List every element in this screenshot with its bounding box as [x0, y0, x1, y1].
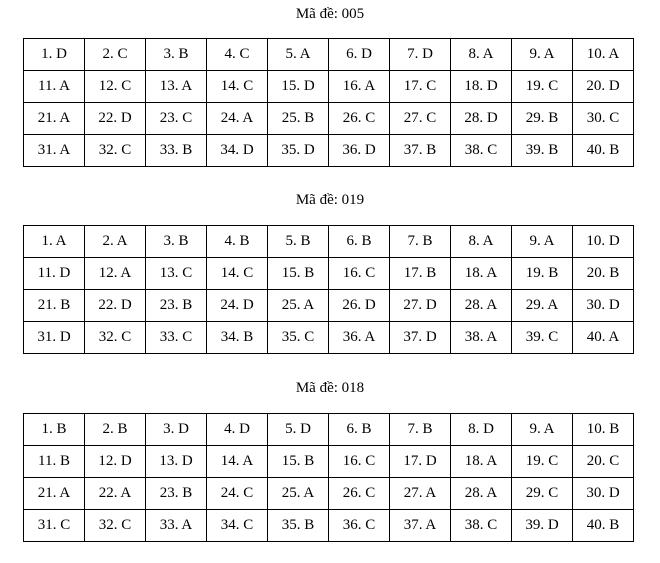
- answer-cell: 7. B: [390, 414, 451, 446]
- answer-cell: 36. A: [329, 322, 390, 354]
- answer-cell: 4. D: [207, 414, 268, 446]
- answer-cell: 11. B: [24, 446, 85, 478]
- answer-cell: 4. B: [207, 226, 268, 258]
- answer-cell: 39. B: [512, 135, 573, 167]
- answer-cell: 9. A: [512, 226, 573, 258]
- answer-cell: 40. A: [573, 322, 634, 354]
- answer-cell: 27. A: [390, 478, 451, 510]
- answer-cell: 37. D: [390, 322, 451, 354]
- table-row: [24, 290, 634, 322]
- answer-cell: 2. B: [85, 414, 146, 446]
- answer-cell: 38. C: [451, 135, 512, 167]
- answer-cell: 34. D: [207, 135, 268, 167]
- answer-table-018: [23, 413, 634, 542]
- answer-cell: 32. C: [85, 135, 146, 167]
- answer-cell: 36. D: [329, 135, 390, 167]
- answer-cell: 31. A: [24, 135, 85, 167]
- answer-cell: 33. C: [146, 322, 207, 354]
- table-row: [24, 322, 634, 354]
- answer-cell: 39. D: [512, 510, 573, 542]
- table-row: [24, 135, 634, 167]
- answer-cell: 25. A: [268, 478, 329, 510]
- answer-cell: 10. B: [573, 414, 634, 446]
- answer-cell: 15. D: [268, 71, 329, 103]
- answer-cell: 13. A: [146, 71, 207, 103]
- answer-cell: 31. D: [24, 322, 85, 354]
- answer-cell: 11. A: [24, 71, 85, 103]
- table-row: [24, 258, 634, 290]
- answer-cell: 19. B: [512, 258, 573, 290]
- answer-cell: 6. B: [329, 414, 390, 446]
- answer-cell: 33. B: [146, 135, 207, 167]
- answer-cell: 37. B: [390, 135, 451, 167]
- answer-cell: 10. A: [573, 39, 634, 71]
- section-title-019: Mã đề: 019: [295, 192, 365, 208]
- table-row: [24, 446, 634, 478]
- answer-cell: 35. D: [268, 135, 329, 167]
- answer-cell: 20. D: [573, 71, 634, 103]
- answer-cell: 37. A: [390, 510, 451, 542]
- answer-cell: 23. B: [146, 290, 207, 322]
- answer-cell: 20. C: [573, 446, 634, 478]
- answer-cell: 14. A: [207, 446, 268, 478]
- answer-cell: 5. B: [268, 226, 329, 258]
- answer-cell: 16. C: [329, 446, 390, 478]
- answer-cell: 30. D: [573, 290, 634, 322]
- answer-cell: 29. C: [512, 478, 573, 510]
- answer-cell: 3. B: [146, 226, 207, 258]
- answer-cell: 23. C: [146, 103, 207, 135]
- answer-cell: 28. A: [451, 478, 512, 510]
- answer-cell: 22. A: [85, 478, 146, 510]
- answer-cell: 26. D: [329, 290, 390, 322]
- answer-cell: 35. B: [268, 510, 329, 542]
- answer-cell: 21. A: [24, 478, 85, 510]
- answer-cell: 9. A: [512, 414, 573, 446]
- answer-cell: 4. C: [207, 39, 268, 71]
- answer-cell: 27. D: [390, 290, 451, 322]
- answer-cell: 21. A: [24, 103, 85, 135]
- answer-cell: 2. A: [85, 226, 146, 258]
- answer-cell: 6. D: [329, 39, 390, 71]
- answer-cell: 27. C: [390, 103, 451, 135]
- answer-cell: 12. A: [85, 258, 146, 290]
- answer-cell: 23. B: [146, 478, 207, 510]
- answer-cell: 12. D: [85, 446, 146, 478]
- answer-cell: 19. C: [512, 71, 573, 103]
- table-row: [24, 39, 634, 71]
- answer-cell: 1. A: [24, 226, 85, 258]
- answer-cell: 11. D: [24, 258, 85, 290]
- table-row: [24, 103, 634, 135]
- answer-cell: 5. A: [268, 39, 329, 71]
- answer-cell: 24. C: [207, 478, 268, 510]
- answer-cell: 18. A: [451, 446, 512, 478]
- answer-cell: 14. C: [207, 258, 268, 290]
- answer-cell: 17. D: [390, 446, 451, 478]
- answer-cell: 40. B: [573, 135, 634, 167]
- table-row: [24, 226, 634, 258]
- answer-cell: 35. C: [268, 322, 329, 354]
- answer-cell: 13. C: [146, 258, 207, 290]
- answer-cell: 34. B: [207, 322, 268, 354]
- section-title-018: Mã đề: 018: [295, 380, 365, 396]
- answer-cell: 17. C: [390, 71, 451, 103]
- answer-cell: 36. C: [329, 510, 390, 542]
- answer-cell: 3. D: [146, 414, 207, 446]
- answer-cell: 30. C: [573, 103, 634, 135]
- answer-cell: 13. D: [146, 446, 207, 478]
- answer-cell: 3. B: [146, 39, 207, 71]
- answer-table-019: [23, 225, 634, 354]
- answer-cell: 10. D: [573, 226, 634, 258]
- answer-cell: 2. C: [85, 39, 146, 71]
- table-row: [24, 414, 634, 446]
- answer-cell: 33. A: [146, 510, 207, 542]
- answer-cell: 16. A: [329, 71, 390, 103]
- answer-cell: 31. C: [24, 510, 85, 542]
- answer-cell: 22. D: [85, 290, 146, 322]
- answer-cell: 34. C: [207, 510, 268, 542]
- answer-cell: 18. D: [451, 71, 512, 103]
- table-row: [24, 478, 634, 510]
- answer-cell: 29. A: [512, 290, 573, 322]
- answer-table-005: [23, 38, 634, 167]
- answer-cell: 20. B: [573, 258, 634, 290]
- answer-cell: 29. B: [512, 103, 573, 135]
- table-row: [24, 71, 634, 103]
- answer-cell: 8. A: [451, 39, 512, 71]
- answer-cell: 12. C: [85, 71, 146, 103]
- answer-cell: 1. D: [24, 39, 85, 71]
- answer-cell: 26. C: [329, 478, 390, 510]
- answer-cell: 21. B: [24, 290, 85, 322]
- answer-cell: 22. D: [85, 103, 146, 135]
- answer-cell: 7. D: [390, 39, 451, 71]
- answer-cell: 38. A: [451, 322, 512, 354]
- answer-cell: 25. A: [268, 290, 329, 322]
- answer-cell: 17. B: [390, 258, 451, 290]
- answer-cell: 8. A: [451, 226, 512, 258]
- answer-cell: 1. B: [24, 414, 85, 446]
- section-title-005: Mã đề: 005: [295, 6, 365, 22]
- answer-cell: 32. C: [85, 510, 146, 542]
- answer-cell: 28. A: [451, 290, 512, 322]
- answer-cell: 30. D: [573, 478, 634, 510]
- answer-cell: 16. C: [329, 258, 390, 290]
- answer-cell: 19. C: [512, 446, 573, 478]
- answer-cell: 14. C: [207, 71, 268, 103]
- answer-cell: 28. D: [451, 103, 512, 135]
- answer-cell: 39. C: [512, 322, 573, 354]
- answer-cell: 26. C: [329, 103, 390, 135]
- answer-cell: 9. A: [512, 39, 573, 71]
- answer-cell: 5. D: [268, 414, 329, 446]
- answer-cell: 40. B: [573, 510, 634, 542]
- answer-cell: 24. A: [207, 103, 268, 135]
- answer-cell: 6. B: [329, 226, 390, 258]
- answer-cell: 38. C: [451, 510, 512, 542]
- answer-cell: 25. B: [268, 103, 329, 135]
- answer-cell: 32. C: [85, 322, 146, 354]
- answer-cell: 15. B: [268, 446, 329, 478]
- answer-cell: 8. D: [451, 414, 512, 446]
- answer-cell: 18. A: [451, 258, 512, 290]
- answer-cell: 15. B: [268, 258, 329, 290]
- table-row: [24, 510, 634, 542]
- answer-cell: 24. D: [207, 290, 268, 322]
- answer-cell: 7. B: [390, 226, 451, 258]
